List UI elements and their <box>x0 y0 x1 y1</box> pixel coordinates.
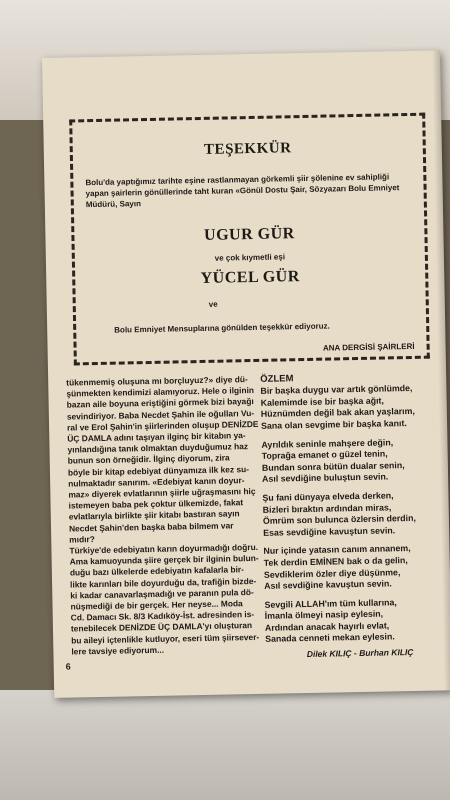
poem-stanza <box>262 489 443 539</box>
thanks-title: TEŞEKKÜR <box>203 140 292 158</box>
thanks-sentence: Bolu Emniyet Mensuplarına gönülden teşekkür ediyoruz. <box>114 321 330 335</box>
poem-stanza <box>260 383 441 433</box>
poem-line: Asıl sevdiğine kavuştun sevin. <box>264 578 392 591</box>
article-line: bunun son örneğidir. İlginç diyorum, zira <box>67 452 230 467</box>
article-line: şünmekten kendimizi alamıyoruz. Hele o ilginin <box>66 385 255 399</box>
poem-line: Esas sevdiğine kavuştun sevin. <box>263 525 396 538</box>
article-line: evlatlarıyla birlikte şiir kitabı bastıran sayın <box>68 508 240 523</box>
article-line: Ama kamuoyunda şiire gerçek bir ilginin bulun- <box>69 553 259 567</box>
article-line: bu aileyi içtenlikle kutluyor, eseri tüm şiirsever- <box>71 631 260 646</box>
poem-line: Bir başka duygu var artık gönlümde, <box>260 383 413 397</box>
poem-line: Hüznümden değil bak akan yaşlarım, <box>260 406 415 420</box>
thanks-intro: Bolu'da yaptığımız tarihte eşine rastlanmayan görkemli şiir şölenine ev sahipliği yapan şairlerin gönüllerinde taht kuran «Gönül Dostu Şair, Sözyazarı Bolu Emniyet Müdürü, Sayın <box>85 172 400 210</box>
article-line: likte karınları bile doyurduğu da, trafiğin bizde- <box>70 575 257 590</box>
connector-text: ve çok kıymetli eşi <box>214 252 286 263</box>
thanks-box <box>69 113 430 366</box>
thanks-signature: ANA DERGİSİ ŞAİRLERİ <box>322 341 415 353</box>
article-line: ral ve Erol Şahin'in şiirlerinden oluşup DENİZDE <box>67 418 259 433</box>
poem-stanza <box>261 436 442 486</box>
poem-title: ÖZLEM <box>260 373 294 385</box>
magazine-page <box>42 50 450 698</box>
poem-line: Ayrıldık seninle mahşere değin, <box>261 436 394 450</box>
poem-line: Asıl sevdiğine buluştun sevin. <box>262 471 389 485</box>
article-line: ki kadar canavarlaşmadığı ve paranın pula dö- <box>70 586 254 601</box>
article-line: duğu bazı ülkelerde edebiyatın kafalarla bir- <box>69 564 245 579</box>
poem-line: Ömrüm son bulunca özlersin derdin, <box>262 513 416 526</box>
page-number: 6 <box>65 661 71 672</box>
name-ugur-gur: UGUR GÜR <box>203 225 295 244</box>
article-line: tenebilecek DENİZDE ÜÇ DAMLA'yı oluşturan <box>70 620 253 635</box>
poem-line: Bundan sonra bütün dualar senin, <box>261 459 405 473</box>
poem-line: Sevgili ALLAH'ım tüm kullarına, <box>264 596 397 610</box>
article-line: istemeyen baba pek çoktur ülkemizde, fakat <box>68 497 244 511</box>
poem-line: Ardından anacak hayırlı evlat, <box>264 620 390 633</box>
poem-line: Kalemimde ise bir başka ağıt, <box>260 395 384 408</box>
poem-line: Tek derdin EMİNEN bak o da gelin, <box>263 554 408 568</box>
poem-stanza <box>263 543 444 593</box>
poem-line: Sevdiklerim özler diye düşünme, <box>263 566 401 580</box>
article-line: yınlandığına tanık olmaktan duyduğumuz haz <box>67 441 249 455</box>
article-column <box>66 374 263 658</box>
poem-line: Nur içinde yatasın canım annanem, <box>263 543 411 557</box>
article-line: nüşmediği de bir gerçek. Her neyse... Moda <box>70 598 243 612</box>
and-text: ve <box>208 299 218 309</box>
article-line: bazan aile boyuna eriştiğini görmek bizi bayağı <box>66 396 254 410</box>
background-bottom <box>0 690 450 800</box>
article-line: nulmaktadır sanırım. «Edebiyat kanın doyur- <box>68 475 245 489</box>
name-yucel-gur: YÜCEL GÜR <box>200 268 301 287</box>
article-line: lere tavsiye ediyorum... <box>71 644 165 657</box>
poem-line: Toprağa emanet o güzel tenin, <box>261 448 388 462</box>
article-line: sevindiriyor. Baba Necdet Şahin ile oğulları Vu- <box>66 407 255 422</box>
article-line: Necdet Şahin'den başka baba bilmem var mıdır? <box>68 520 234 545</box>
article-line: böyle bir kitap edebiyat dünyamıza ilk kez su- <box>67 463 250 478</box>
article-line: tükenmemiş oluşuna mı borçluyuz?» diye dü- <box>66 374 248 388</box>
poem-line: İmanla ölmeyi nasip eylesin, <box>264 608 384 622</box>
poem-line: Bizleri bıraktın ardından miras, <box>262 501 392 515</box>
article-line: Türkiye'de edebiyatın karın doyurmadığı doğru. <box>69 541 259 556</box>
article-line: ÜÇ DAMLA adını taşıyan ilginç bir kitabın ya- <box>67 430 246 444</box>
poem-line: Şu fani dünyaya elveda derken, <box>262 490 394 503</box>
poem-line: Sana olan sevgime bir başka kanıt. <box>261 418 407 431</box>
poem-author: Dilek KILIÇ - Burhan KILIÇ <box>306 646 414 660</box>
article-line: Cd. Damacı Sk. 8/3 Kadıköy-İst. adresinden is- <box>70 609 255 623</box>
poem-line: Sanada cenneti mekan eylesin. <box>265 631 395 645</box>
poem-column <box>260 370 445 652</box>
article-line: maz» diyerek evlatlarının şiirle uğraşmasını hiç <box>68 486 256 500</box>
poem-stanza <box>264 596 445 646</box>
